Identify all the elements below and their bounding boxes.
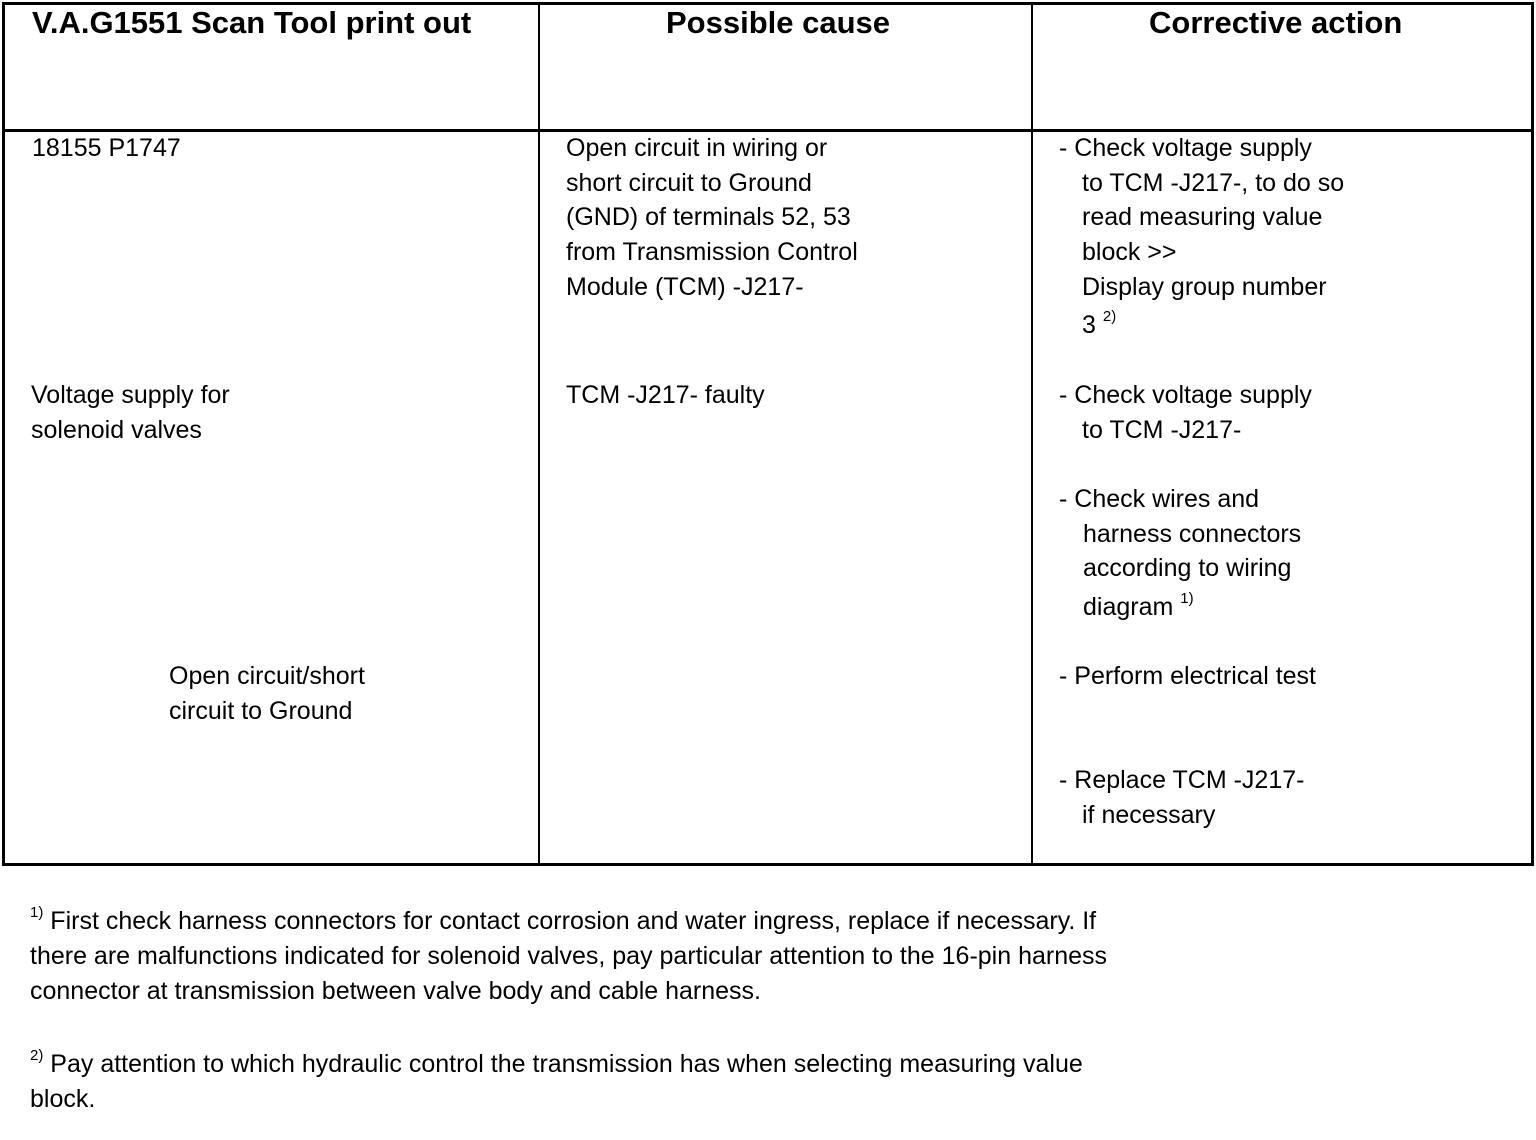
header-corrective-action: Corrective action (1149, 5, 1403, 40)
row1-cause (566, 131, 858, 304)
row2-cause (566, 378, 765, 413)
action-line: - Check voltage supply (1059, 381, 1312, 409)
cause-line: Module (TCM) -J217- (566, 272, 804, 301)
footnote-1 (30, 904, 1107, 1009)
action-line: to TCM -J217- (1082, 415, 1242, 444)
footnote-ref-1: 1) (1180, 590, 1194, 608)
cause-line: short circuit to Ground (566, 168, 812, 197)
row2-printout (31, 378, 230, 447)
cause-line: (GND) of terminals 52, 53 (566, 203, 851, 232)
cause-line: from Transmission Control (566, 238, 858, 267)
action-line: 3 (1082, 311, 1096, 340)
row2-action-2 (1059, 482, 1301, 625)
cause-line: Open circuit in wiring or (566, 134, 828, 162)
action-line: block >> (1082, 238, 1177, 267)
printout-line: solenoid valves (31, 415, 202, 444)
footnote-marker: 1) (30, 904, 44, 921)
printout-line: circuit to Ground (169, 696, 353, 725)
action-line: - Replace TCM -J217- (1059, 766, 1305, 794)
row3-printout (169, 659, 365, 728)
header-possible-cause: Possible cause (666, 5, 891, 40)
action-line: Display group number (1082, 272, 1327, 301)
footnote-text: Pay attention to which hydraulic control the transmission has when selecting measuring value (50, 1050, 1083, 1078)
action-line: - Perform electrical test (1059, 662, 1317, 690)
action-line: if necessary (1082, 800, 1216, 829)
printout-line: Voltage supply for (31, 381, 230, 409)
column-divider (538, 5, 540, 863)
action-line-with-ref (1059, 586, 1301, 625)
action-line: harness connectors (1083, 519, 1302, 548)
footnote-line (30, 1047, 1083, 1082)
footnote-line (30, 904, 1107, 939)
printout-line: Open circuit/short (169, 662, 365, 690)
header-printout: V.A.G1551 Scan Tool print out (32, 5, 472, 40)
row2-action-1 (1059, 378, 1312, 447)
action-line: read measuring value (1082, 203, 1323, 232)
row3-action-2 (1059, 763, 1304, 832)
footnote-2 (30, 1047, 1083, 1117)
action-line: diagram (1083, 593, 1174, 622)
footnote-marker: 2) (30, 1047, 44, 1064)
footnote-ref-2: 2) (1102, 308, 1117, 326)
action-line: to TCM -J217-, to do so (1082, 168, 1345, 197)
row1-printout (32, 131, 181, 166)
action-line-with-ref (1059, 304, 1344, 343)
row3-action-1 (1059, 659, 1316, 694)
row1-action-1 (1059, 131, 1344, 343)
cause-line: TCM -J217- faulty (566, 381, 765, 409)
column-divider (1031, 5, 1033, 863)
action-line: - Check wires and (1059, 485, 1260, 513)
footnote-line: connector at transmission between valve body and cable harness. (30, 977, 761, 1005)
footnote-text: First check harness connectors for contact corrosion and water ingress, replace if necessary. If (50, 907, 1097, 935)
printout-line: 18155 P1747 (32, 134, 181, 162)
action-line: - Check voltage supply (1059, 134, 1312, 162)
footnote-line: there are malfunctions indicated for solenoid valves, pay particular attention to the 16-pin harness (30, 942, 1108, 970)
action-line: according to wiring (1083, 554, 1292, 583)
footnote-line: block. (30, 1085, 96, 1113)
